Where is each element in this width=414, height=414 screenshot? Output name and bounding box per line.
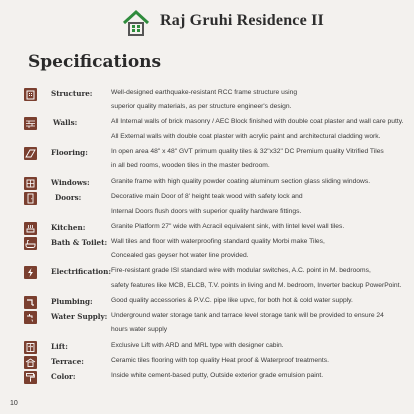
electric-bolt-icon: [24, 266, 37, 279]
spec-color: [0, 371, 414, 385]
spec-windows: [0, 177, 414, 191]
spec-text: Wall tiles and floor with waterproofing standard quality Morbi make Tiles,: [111, 238, 325, 245]
brick-wall-icon: [24, 117, 37, 130]
spec-structure: [0, 88, 414, 102]
spec-text: Good quality accessories & P.V.C. pipe like upvc, for both hot & cold water supply.: [111, 297, 353, 304]
spec-label: Terrace:: [51, 357, 84, 366]
spec-flooring: [0, 147, 414, 161]
spec-label: Structure:: [51, 89, 93, 98]
lift-icon: [24, 341, 37, 354]
page-title: Specifications: [28, 52, 162, 72]
spec-label: Lift:: [51, 342, 68, 351]
spec-text: All Internal walls of brick masonry / AEC Block finished with double coat plaster and wall care putty.: [111, 118, 404, 125]
paint-roller-icon: [24, 371, 37, 384]
spec-kitchen: [0, 222, 414, 236]
spec-text: Fire-resistant grade ISI standard wire with modular switches, A.C. point in M. bedrooms,: [111, 267, 371, 274]
spec-text: Internal Doors flush doors with superior quality hardware fittings.: [111, 208, 302, 215]
spec-bath: [0, 237, 414, 251]
spec-text: safety features like MCB, ELCB, T.V. points in living and M. bedroom, Inverter backup PowerPoint.: [111, 282, 402, 289]
bath-icon: [24, 237, 37, 250]
spec-text: Granite frame with high quality powder coating aluminum section glass sliding windows.: [111, 178, 371, 185]
spec-walls: [0, 117, 414, 131]
spec-text: In open area 48" x 48" GVT primum quality tiles & 32"x32" DC Premium quality Vitrified Tiles: [111, 148, 384, 155]
spec-text: Granite Platform 27" wide with Acracil equivalent sink, with lintel level wall tiles.: [111, 223, 345, 230]
spec-text: hours water supply: [111, 326, 168, 333]
spec-text: All External walls with double coat plaster with acrylic paint and architectural cladding work.: [111, 133, 381, 140]
spec-text: Decorative main Door of 8' height teak wood with safety lock and: [111, 193, 303, 200]
brand-name: Raj Gruhi Residence II: [160, 12, 324, 29]
spec-doors: [0, 192, 414, 206]
spec-walls-cont: [0, 132, 414, 146]
spec-text: Well-designed earthquake-resistant RCC frame structure using: [111, 89, 298, 96]
spec-label: Doors:: [55, 193, 82, 202]
spec-text: in all bed rooms, wooden tiles in the master bedroom.: [111, 162, 270, 169]
spec-flooring-cont: [0, 161, 414, 175]
spec-label: Plumbing:: [51, 297, 93, 306]
spec-structure-cont: [0, 102, 414, 116]
spec-label: Windows:: [51, 178, 90, 187]
spec-label: Walls:: [53, 118, 78, 127]
spec-text: Ceramic tiles flooring with top quality Heat proof & Waterproof treatments.: [111, 357, 329, 364]
terrace-icon: [24, 356, 37, 369]
spec-text: superior quality materials, as per structure engineer's design.: [111, 103, 292, 110]
spec-water-supply: [0, 311, 414, 325]
water-tap-icon: [24, 311, 37, 324]
page-number: 10: [10, 400, 18, 407]
spec-doors-cont: [0, 207, 414, 221]
spec-label: Electrification:: [51, 267, 111, 276]
spec-label: Flooring:: [51, 148, 88, 157]
spec-text: Underground water storage tank and tarrace level storage tank will be provided to ensure 24: [111, 312, 384, 319]
spec-lift: [0, 341, 414, 355]
spec-label: Kitchen:: [51, 223, 86, 232]
floor-tile-icon: [24, 147, 37, 160]
spec-bath-cont: [0, 251, 414, 265]
spec-label: Color:: [51, 372, 76, 381]
spec-electrification-cont: [0, 281, 414, 295]
spec-water-supply-cont: [0, 325, 414, 339]
window-icon: [24, 177, 37, 190]
door-icon: [24, 192, 37, 205]
kitchen-icon: [24, 222, 37, 235]
spec-text: Inside white cement-based putty, Outside exterior grade emulsion paint.: [111, 372, 324, 379]
spec-electrification: [0, 266, 414, 280]
spec-label: Water Supply:: [51, 312, 108, 321]
spec-terrace: [0, 356, 414, 370]
spec-text: Concealed gas geyser hot water line provided.: [111, 252, 249, 259]
plumbing-icon: [24, 296, 37, 309]
spec-text: Exclusive Lift with ARD and MRL type with designer cabin.: [111, 342, 284, 349]
building-icon: [24, 88, 37, 101]
spec-label: Bath & Toilet:: [51, 238, 108, 247]
spec-plumbing: [0, 296, 414, 310]
